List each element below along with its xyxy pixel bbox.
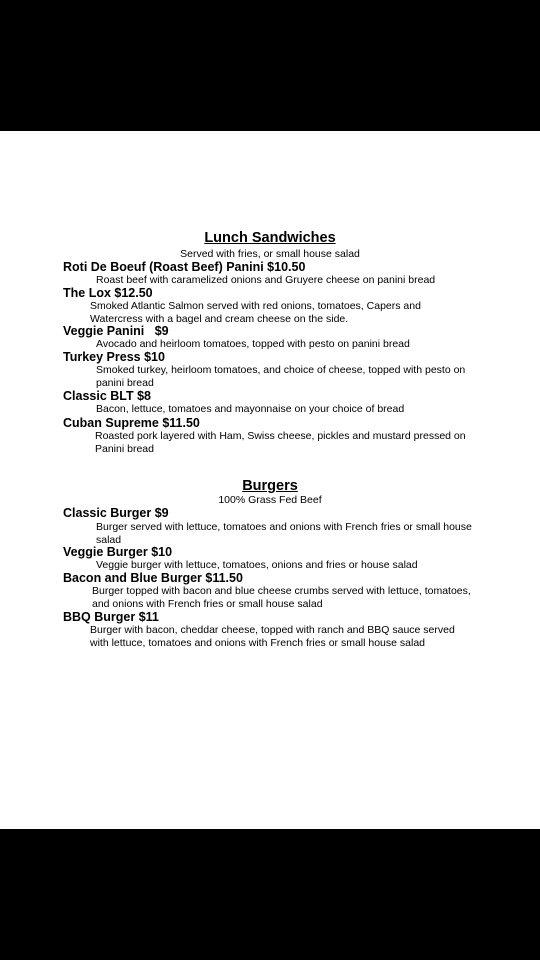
menu-item-turkey-press: Turkey Press $10 (63, 350, 165, 364)
menu-item-veggie-panini: Veggie Panini $9 (63, 324, 169, 338)
menu-item-description: Avocado and heirloom tomatoes, topped with pesto on panini bread (96, 338, 410, 350)
menu-item-description: Smoked turkey, heirloom tomatoes, and choice of cheese, topped with pesto on panini bread (96, 364, 466, 389)
section-title-burgers: Burgers (242, 478, 298, 494)
menu-item-description: Roasted pork layered with Ham, Swiss cheese, pickles and mustard pressed on Panini bread (95, 430, 466, 455)
section-title-lunch-sandwiches: Lunch Sandwiches (204, 230, 336, 246)
section-subtitle-burgers: 100% Grass Fed Beef (218, 494, 322, 506)
menu-item-cuban-supreme: Cuban Supreme $11.50 (63, 416, 200, 430)
menu-item-classic-burger: Classic Burger $9 (63, 506, 169, 520)
menu-page (0, 131, 540, 829)
menu-item-description: Roast beef with caramelized onions and Gruyere cheese on panini bread (96, 274, 436, 286)
menu-item-description: Smoked Atlantic Salmon served with red onions, tomatoes, Capers and Watercress with a bagel and cream cheese on the side. (90, 300, 421, 325)
menu-item-classic-blt: Classic BLT $8 (63, 389, 152, 403)
menu-item-roti-de-boeuf: Roti De Boeuf (Roast Beef) Panini $10.50 (63, 260, 306, 274)
menu-item-the-lox: The Lox $12.50 (63, 286, 153, 300)
menu-item-description: Burger served with lettuce, tomatoes and onions with French fries or small house salad (96, 521, 472, 546)
menu-item-description: Burger topped with bacon and blue cheese crumbs served with lettuce, tomatoes, and onions with French fries or small house salad (92, 585, 471, 610)
menu-item-veggie-burger: Veggie Burger $10 (63, 545, 173, 559)
menu-item-description: Veggie burger with lettuce, tomatoes, onions and fries or house salad (96, 559, 418, 571)
menu-item-description: Burger with bacon, cheddar cheese, topped with ranch and BBQ sauce served with lettuce, tomatoes and onions with French fries or small house salad (90, 624, 455, 649)
section-subtitle-lunch-sandwiches: Served with fries, or small house salad (180, 248, 360, 260)
menu-item-bbq-burger: BBQ Burger $11 (63, 610, 159, 624)
menu-item-bacon-and-blue-burger: Bacon and Blue Burger $11.50 (63, 571, 243, 585)
menu-item-description: Bacon, lettuce, tomatoes and mayonnaise on your choice of bread (96, 403, 405, 415)
